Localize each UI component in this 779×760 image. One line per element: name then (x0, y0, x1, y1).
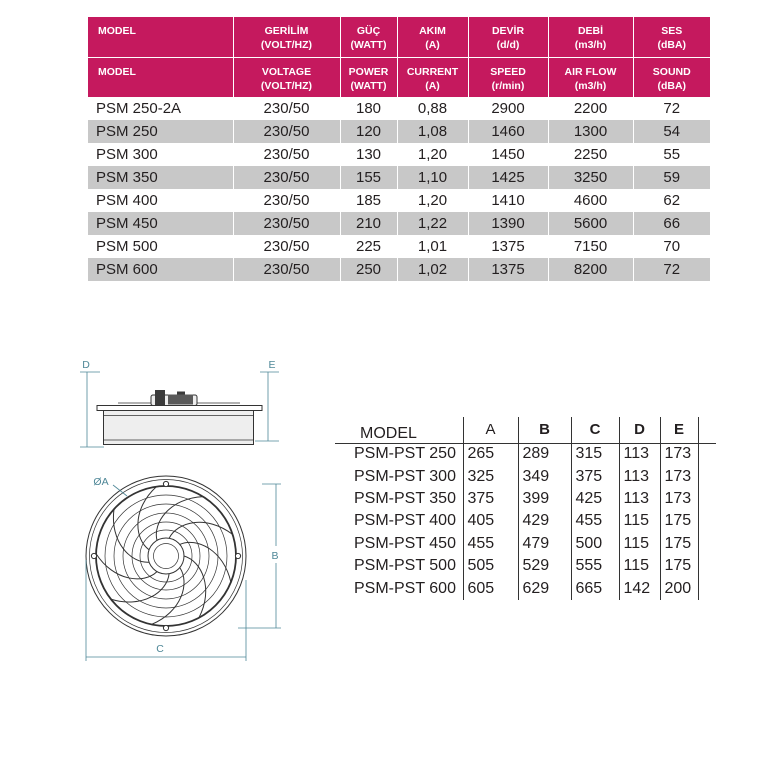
header-title: SES (661, 25, 683, 37)
dimension-table (335, 417, 716, 600)
spec-row (88, 120, 710, 143)
spec-row (88, 189, 710, 212)
spec-cell-sound: 70 (633, 235, 710, 258)
dim-cell-spacer (698, 465, 716, 487)
mounting-hole (163, 625, 168, 630)
dim-header-row (335, 417, 716, 443)
mounting-hole (91, 553, 96, 558)
header-title: GERİLİM (264, 25, 309, 37)
mounting-hole (235, 553, 240, 558)
spec-cell-speed: 1460 (468, 120, 548, 143)
header-unit: (A) (425, 39, 440, 51)
spec-cell-speed: 1450 (468, 143, 548, 166)
dim-cell-d: 113 (619, 488, 660, 510)
spec-cell-power: 225 (340, 235, 397, 258)
header-title: SPEED (490, 65, 526, 78)
dim-cell-b: 349 (518, 465, 571, 487)
spec-cell-current: 1,02 (397, 258, 468, 281)
spec-cell-power: 155 (340, 166, 397, 189)
spec-cell-model: PSM 350 (88, 166, 233, 189)
dim-cell-spacer (698, 488, 716, 510)
spec-cell-current: 1,01 (397, 235, 468, 258)
spec-cell-airflow: 7150 (548, 235, 633, 258)
dim-row (335, 555, 716, 577)
spec-row (88, 143, 710, 166)
spec-cell-model: PSM 400 (96, 192, 158, 209)
dim-cell-a: 405 (463, 510, 518, 532)
dim-cell-b: 479 (518, 533, 571, 555)
dim-cell-b: 629 (518, 577, 571, 599)
dim-cell-e: 175 (660, 555, 698, 577)
header-title: MODEL (98, 65, 136, 78)
header-title: DEVİR (491, 25, 525, 37)
spec-cell-speed: 1410 (468, 189, 548, 212)
spec-cell-voltage: 230/50 (233, 189, 340, 212)
header-unit: (dBA) (657, 39, 687, 51)
spec-table (88, 17, 710, 281)
spec-cell-airflow: 1300 (548, 120, 633, 143)
dim-cell-d: 142 (619, 577, 660, 599)
dim-cell-c: 455 (571, 510, 619, 532)
dim-cell-spacer (698, 510, 716, 532)
dim-cell-a: 265 (463, 443, 518, 465)
header-title: SOUND (652, 65, 691, 78)
dim-cell-c: 425 (571, 488, 619, 510)
dim-cell-c: 375 (571, 465, 619, 487)
dim-cell-spacer (698, 577, 716, 599)
spec-cell-power: 180 (340, 97, 397, 120)
header-voltage (233, 57, 340, 97)
spec-cell-airflow: 8200 (548, 258, 633, 281)
spec-row (88, 166, 710, 189)
spec-cell-power: 185 (340, 189, 397, 212)
label-diameter-a: ØA (93, 476, 109, 488)
header-speed (468, 57, 548, 97)
dim-cell-d: 115 (619, 510, 660, 532)
dim-header-model: MODEL (335, 417, 463, 443)
dim-cell-d: 115 (619, 533, 660, 555)
dim-cell-a: 605 (463, 577, 518, 599)
dim-row (335, 443, 716, 465)
header-model (88, 17, 233, 57)
dim-cell-e: 200 (660, 577, 698, 599)
spec-cell-model: PSM 250 (88, 120, 233, 143)
dim-cell-spacer (698, 443, 716, 465)
spec-cell-current: 1,20 (397, 189, 468, 212)
header-unit: (A) (425, 79, 440, 92)
spec-cell-voltage: 230/50 (233, 235, 340, 258)
dim-cell-e: 173 (660, 465, 698, 487)
spec-cell-current: 0,88 (397, 97, 468, 120)
header-title: VOLTAGE (261, 65, 312, 78)
header-power (340, 17, 397, 57)
mounting-hole (163, 481, 168, 486)
spec-cell-sound: 55 (633, 143, 710, 166)
dim-cell-e: 175 (660, 510, 698, 532)
dimension-d (80, 359, 104, 447)
spec-header-row-english (88, 57, 710, 97)
dim-header-e: E (660, 417, 698, 443)
spec-cell-voltage: 230/50 (233, 166, 340, 189)
dim-row (335, 577, 716, 599)
dim-cell-model: PSM-PST 300 (354, 467, 456, 485)
header-unit: (VOLT/HZ) (260, 79, 313, 92)
label-e: E (268, 359, 276, 371)
spec-cell-model: PSM 250-2A (96, 100, 182, 117)
dim-cell-a: 375 (463, 488, 518, 510)
header-model (88, 57, 233, 97)
header-airflow (548, 57, 633, 97)
dim-cell-model: PSM-PST 250 (354, 445, 456, 463)
spec-cell-sound: 54 (633, 120, 710, 143)
header-unit: (dBA) (657, 79, 687, 92)
spec-cell-power: 120 (340, 120, 397, 143)
spec-cell-power: 210 (340, 212, 397, 235)
spec-cell-model: PSM 600 (88, 258, 233, 281)
spec-cell-airflow: 5600 (548, 212, 633, 235)
dim-cell-model: PSM-PST 600 (354, 579, 456, 597)
spec-header-row-turkish (88, 17, 710, 57)
dim-cell-spacer (698, 533, 716, 555)
spec-cell-speed: 1375 (468, 235, 548, 258)
label-c: C (156, 643, 164, 655)
spec-cell-airflow: 3250 (548, 166, 633, 189)
spec-cell-speed: 1375 (468, 258, 548, 281)
dim-cell-b: 399 (518, 488, 571, 510)
dim-cell-e: 175 (660, 533, 698, 555)
dim-cell-d: 115 (619, 555, 660, 577)
header-title: DEBİ (577, 25, 604, 37)
spec-row (88, 258, 710, 281)
spec-cell-sound: 59 (633, 166, 710, 189)
dim-row (335, 533, 716, 555)
header-unit: (WATT) (350, 79, 387, 92)
spec-cell-model: PSM 450 (88, 212, 233, 235)
mounting-plate (97, 406, 262, 411)
dim-cell-e: 173 (660, 488, 698, 510)
fan-dimension-drawing (60, 340, 300, 680)
header-unit: (m3/h) (574, 79, 607, 92)
spec-cell-voltage: 230/50 (233, 212, 340, 235)
spec-cell-sound: 66 (633, 212, 710, 235)
spec-cell-power: 250 (340, 258, 397, 281)
spec-cell-voltage: 230/50 (233, 120, 340, 143)
header-airflow (548, 17, 633, 57)
dim-row (335, 488, 716, 510)
header-title: POWER (348, 65, 389, 78)
dim-cell-model: PSM-PST 500 (354, 557, 456, 575)
spec-cell-power: 130 (340, 143, 397, 166)
spec-row (88, 235, 710, 258)
header-unit: (r/min) (491, 79, 525, 92)
header-sound (633, 57, 710, 97)
spec-row (88, 97, 710, 120)
dim-header-spacer (698, 417, 716, 443)
dim-cell-a: 505 (463, 555, 518, 577)
spec-cell-current: 1,08 (397, 120, 468, 143)
spec-cell-current: 1,20 (397, 143, 468, 166)
dim-cell-d: 113 (619, 465, 660, 487)
motor-cap (177, 392, 185, 395)
spec-cell-sound: 72 (633, 258, 710, 281)
spec-row (88, 212, 710, 235)
header-title: CURRENT (406, 65, 459, 78)
dim-cell-model: PSM-PST 400 (354, 512, 456, 530)
spec-cell-speed: 2900 (468, 97, 548, 120)
header-speed (468, 17, 548, 57)
spec-cell-airflow: 2200 (548, 97, 633, 120)
label-b: B (271, 550, 279, 562)
dim-header-b: B (518, 417, 571, 443)
motor-housing (168, 395, 193, 405)
dim-cell-c: 665 (571, 577, 619, 599)
dim-cell-model: PSM-PST 350 (354, 489, 456, 507)
spec-cell-speed: 1390 (468, 212, 548, 235)
dim-cell-c: 315 (571, 443, 619, 465)
dim-cell-c: 500 (571, 533, 619, 555)
header-power (340, 57, 397, 97)
dim-cell-a: 455 (463, 533, 518, 555)
header-title: AKIM (419, 25, 446, 37)
spec-cell-sound: 72 (633, 97, 710, 120)
dim-cell-b: 529 (518, 555, 571, 577)
header-unit: (WATT) (350, 39, 387, 51)
header-unit: (m3/h) (574, 39, 607, 51)
dimension-e (255, 359, 279, 441)
terminal-box (155, 390, 165, 405)
label-d: D (82, 359, 90, 371)
spec-cell-voltage: 230/50 (233, 258, 340, 281)
header-title: MODEL (98, 25, 136, 37)
header-title: GÜÇ (356, 25, 381, 37)
dim-cell-b: 429 (518, 510, 571, 532)
motor-icon (151, 390, 197, 406)
dim-cell-a: 325 (463, 465, 518, 487)
dim-header-a: A (463, 417, 518, 443)
spec-cell-airflow: 4600 (548, 189, 633, 212)
header-current (397, 57, 468, 97)
header-title: AIR FLOW (564, 65, 617, 78)
dim-row (335, 465, 716, 487)
header-voltage (233, 17, 340, 57)
dim-cell-c: 555 (571, 555, 619, 577)
header-current (397, 17, 468, 57)
spec-cell-current: 1,22 (397, 212, 468, 235)
dim-row (335, 510, 716, 532)
spec-cell-speed: 1425 (468, 166, 548, 189)
spec-cell-model: PSM 500 (96, 238, 158, 255)
header-unit: (d/d) (496, 39, 520, 51)
spec-cell-current: 1,10 (397, 166, 468, 189)
spec-cell-sound: 62 (633, 189, 710, 212)
dim-cell-spacer (698, 555, 716, 577)
dim-header-c: C (571, 417, 619, 443)
spec-cell-voltage: 230/50 (233, 97, 340, 120)
dim-cell-d: 113 (619, 443, 660, 465)
spec-cell-model: PSM 300 (96, 146, 158, 163)
header-sound (633, 17, 710, 57)
dim-cell-model: PSM-PST 450 (354, 534, 456, 552)
side-view (97, 390, 262, 445)
dim-header-d: D (619, 417, 660, 443)
header-unit: (VOLT/HZ) (260, 39, 313, 51)
dim-cell-b: 289 (518, 443, 571, 465)
spec-cell-airflow: 2250 (548, 143, 633, 166)
front-view (86, 476, 246, 636)
spec-cell-voltage: 230/50 (233, 143, 340, 166)
dim-cell-e: 173 (660, 443, 698, 465)
